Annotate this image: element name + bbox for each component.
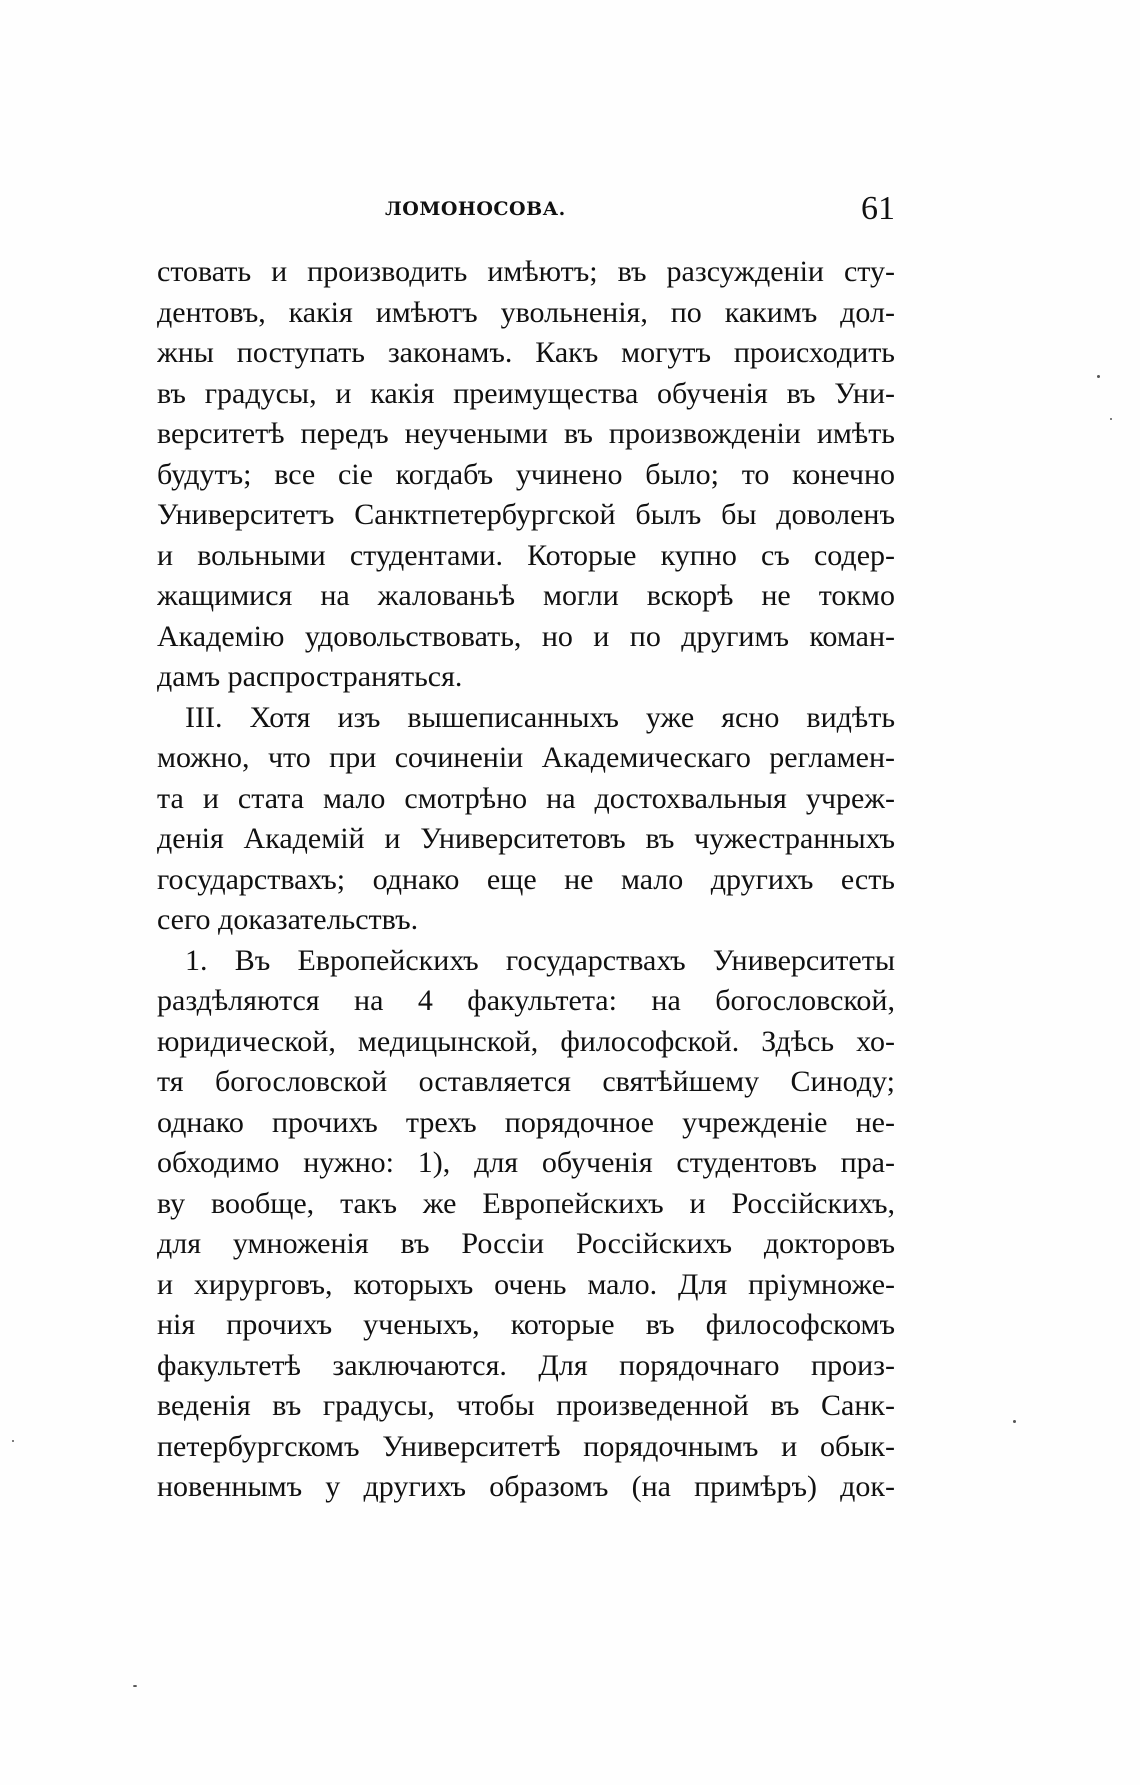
page-header — [157, 190, 895, 234]
text-line: сего доказательствъ. — [157, 903, 419, 936]
text-line: петербургскомъ Университетѣ порядочнымъ и обык- — [157, 1429, 895, 1463]
text-line: стовать и производить имѣютъ; въ разсужденіи сту- — [157, 255, 895, 288]
text-line: факультетѣ заключаются. Для порядочнаго произ- — [157, 1348, 895, 1382]
scan-speck — [1110, 418, 1112, 420]
running-head: ЛОМОНОСОВА. — [385, 198, 566, 220]
text-line: Университетъ Санктпетербургской былъ бы доволенъ — [157, 498, 895, 531]
text-line: однако прочихъ трехъ порядочное учрежденіе не- — [157, 1105, 895, 1139]
text-line: та и стата мало смотрѣно на достохвальныя учреж- — [157, 781, 895, 815]
text-line: новеннымъ у другихъ образомъ (на примѣръ) док- — [157, 1470, 895, 1503]
text-line: раздѣляются на 4 факультета: на богословской, — [157, 984, 895, 1017]
text-line: ву вообще, такъ же Европейскихъ и Россійскихъ, — [157, 1186, 895, 1220]
scan-speck — [12, 1440, 14, 1442]
text-line: жны поступать законамъ. Какъ могутъ происходить — [157, 336, 895, 369]
scan-speck — [1013, 1420, 1016, 1423]
text-line: Академію удовольствовать, но и по другимъ коман- — [157, 619, 895, 653]
text-line: денія Академій и Университетовъ въ чужестранныхъ — [157, 822, 895, 855]
text-line: веденія въ градусы, чтобы произведенной въ Санк- — [157, 1389, 895, 1422]
text-line: и хирурговъ, которыхъ очень мало. Для пріумноже- — [157, 1267, 895, 1301]
text-line: дентовъ, какія имѣютъ увольненія, по какимъ дол- — [157, 295, 895, 329]
text-line: 1. Въ Европейскихъ государствахъ Университеты — [185, 943, 895, 977]
text-line: можно, что при сочиненіи Академическаго регламен- — [157, 741, 895, 774]
text-line: жащимися на жалованьѣ могли вскорѣ не токмо — [157, 579, 895, 612]
text-line: въ градусы, и какія преимущества обученія въ Уни- — [157, 376, 895, 410]
text-line: будутъ; все сіе когдабъ учинено было; то конечно — [157, 457, 895, 491]
text-line: государствахъ; однако еще не мало другихъ есть — [157, 862, 895, 896]
text-line: юридической, медицынской, философской. Здѣсь хо- — [157, 1024, 895, 1058]
scan-speck — [1097, 375, 1100, 378]
scan-speck — [133, 1685, 137, 1687]
page-number: 61 — [861, 190, 895, 227]
body-text — [157, 252, 895, 1508]
text-line: обходимо нужно: 1), для обученія студентовъ пра- — [157, 1146, 895, 1179]
text-line: нія прочихъ ученыхъ, которые въ философскомъ — [157, 1308, 895, 1341]
text-line: и вольными студентами. Которые купно съ содер- — [157, 538, 895, 572]
text-line: дамъ распространяться. — [157, 660, 463, 693]
text-line: верситетѣ передъ неучеными въ произвожденіи имѣть — [157, 417, 895, 450]
text-line: для умноженія въ Россіи Россійскихъ докторовъ — [157, 1227, 895, 1260]
text-line: тя богословской оставляется святѣйшему Синоду; — [157, 1065, 895, 1098]
text-line: III. Хотя изъ вышеписанныхъ уже ясно видѣть — [185, 700, 895, 734]
